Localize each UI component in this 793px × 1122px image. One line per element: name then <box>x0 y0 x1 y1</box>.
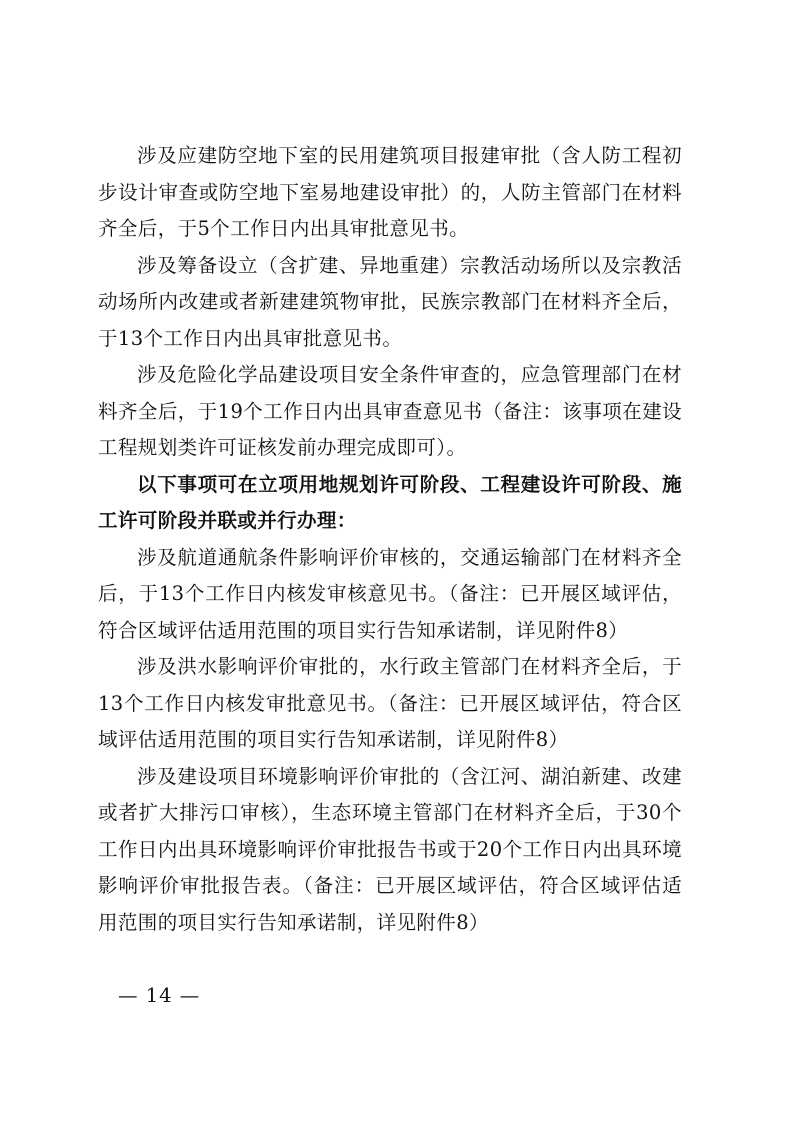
paragraph-hazardous-chemicals: 涉及危险化学品建设项目安全条件审查的，应急管理部门在材料齐全后，于19个工作日内出具审查意见书（备注：该事项在建设工程规划类许可证核发前办理完成即可）。 <box>98 363 682 459</box>
paragraph-navigation-assessment: 涉及航道通航条件影响评价审核的，交通运输部门在材料齐全后，于13个工作日内核发审核意见书。（备注：已开展区域评估，符合区域评估适用范围的项目实行告知承诺制，详见附件8） <box>98 545 682 642</box>
paragraph-environmental-assessment: 涉及建设项目环境影响评价审批的（含江河、湖泊新建、改建或者扩大排污口审核），生态环境主管部门在材料齐全后，于30个工作日内出具环境影响评价审批报告书或于20个工作日内出具环境影响评价审批报告表。（备注：已开展区域评估，符合区域评估适用范围的项目实行告知承诺制，详见附件8） <box>98 764 682 934</box>
paragraph-parallel-items-heading: 以下事项可在立项用地规划许可阶段、工程建设许可阶段、施工许可阶段并联或并行办理： <box>98 472 682 532</box>
paragraph-religious-venues: 涉及筹备设立（含扩建、异地重建）宗教活动场所以及宗教活动场所内改建或者新建建筑物审批，民族宗教部门在材料齐全后，于13个工作日内出具审批意见书。 <box>98 253 682 350</box>
paragraph-flood-assessment: 涉及洪水影响评价审批的，水行政主管部门在材料齐全后，于13个工作日内核发审批意见书。（备注：已开展区域评估，符合区域评估适用范围的项目实行告知承诺制，详见附件8） <box>98 655 682 751</box>
document-body <box>98 138 682 941</box>
page-number: — 14 — <box>118 984 201 1007</box>
paragraph-civil-air-defense: 涉及应建防空地下室的民用建筑项目报建审批（含人防工程初步设计审查或防空地下室易地建设审批）的，人防主管部门在材料齐全后，于5个工作日内出具审批意见书。 <box>98 144 682 240</box>
